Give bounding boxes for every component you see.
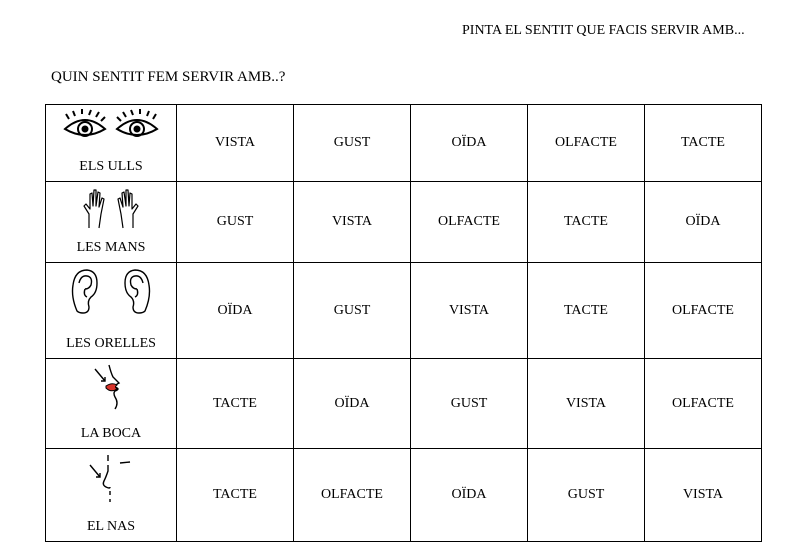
hands-icon bbox=[81, 186, 141, 230]
sense-option[interactable]: OLFACTE bbox=[645, 359, 762, 449]
organ-label: LA BOCA bbox=[80, 426, 142, 441]
sense-option[interactable]: OLFACTE bbox=[411, 182, 528, 263]
sense-option[interactable]: OÏDA bbox=[411, 449, 528, 542]
table-row bbox=[46, 182, 762, 263]
nose-icon bbox=[86, 453, 136, 503]
sense-option[interactable]: OLFACTE bbox=[528, 105, 645, 182]
organ-label: ELS ULLS bbox=[79, 159, 143, 174]
organ-cell bbox=[46, 105, 177, 182]
sense-option[interactable]: TACTE bbox=[177, 449, 294, 542]
sense-option[interactable]: VISTA bbox=[411, 263, 528, 359]
sense-option[interactable]: OLFACTE bbox=[645, 263, 762, 359]
organ-label: LES MANS bbox=[76, 240, 146, 255]
sense-option[interactable]: VISTA bbox=[645, 449, 762, 542]
ears-icon bbox=[69, 267, 153, 317]
eyes-icon bbox=[61, 109, 161, 143]
sense-option[interactable]: OÏDA bbox=[645, 182, 762, 263]
sense-option[interactable]: TACTE bbox=[177, 359, 294, 449]
sense-option[interactable]: TACTE bbox=[645, 105, 762, 182]
organ-cell bbox=[46, 263, 177, 359]
instruction-text: PINTA EL SENTIT QUE FACIS SERVIR AMB... bbox=[462, 23, 745, 38]
sense-option[interactable]: VISTA bbox=[528, 359, 645, 449]
organ-cell bbox=[46, 182, 177, 263]
mouth-icon bbox=[89, 363, 133, 411]
table-row bbox=[46, 359, 762, 449]
sense-option[interactable]: GUST bbox=[411, 359, 528, 449]
organ-cell bbox=[46, 449, 177, 542]
table-row bbox=[46, 105, 762, 182]
sense-option[interactable]: GUST bbox=[294, 263, 411, 359]
table-row bbox=[46, 263, 762, 359]
sense-option[interactable]: TACTE bbox=[528, 263, 645, 359]
question-title: QUIN SENTIT FEM SERVIR AMB..? bbox=[51, 69, 286, 85]
sense-option[interactable]: GUST bbox=[294, 105, 411, 182]
sense-option[interactable]: GUST bbox=[528, 449, 645, 542]
sense-option[interactable]: VISTA bbox=[177, 105, 294, 182]
table-row bbox=[46, 449, 762, 542]
sense-option[interactable]: OÏDA bbox=[294, 359, 411, 449]
senses-table bbox=[45, 104, 762, 542]
sense-option[interactable]: OLFACTE bbox=[294, 449, 411, 542]
organ-label: LES ORELLES bbox=[66, 336, 156, 351]
organ-label: EL NAS bbox=[86, 519, 136, 534]
sense-option[interactable]: OÏDA bbox=[411, 105, 528, 182]
sense-option[interactable]: OÏDA bbox=[177, 263, 294, 359]
sense-option[interactable]: GUST bbox=[177, 182, 294, 263]
organ-cell bbox=[46, 359, 177, 449]
sense-option[interactable]: TACTE bbox=[528, 182, 645, 263]
sense-option[interactable]: VISTA bbox=[294, 182, 411, 263]
